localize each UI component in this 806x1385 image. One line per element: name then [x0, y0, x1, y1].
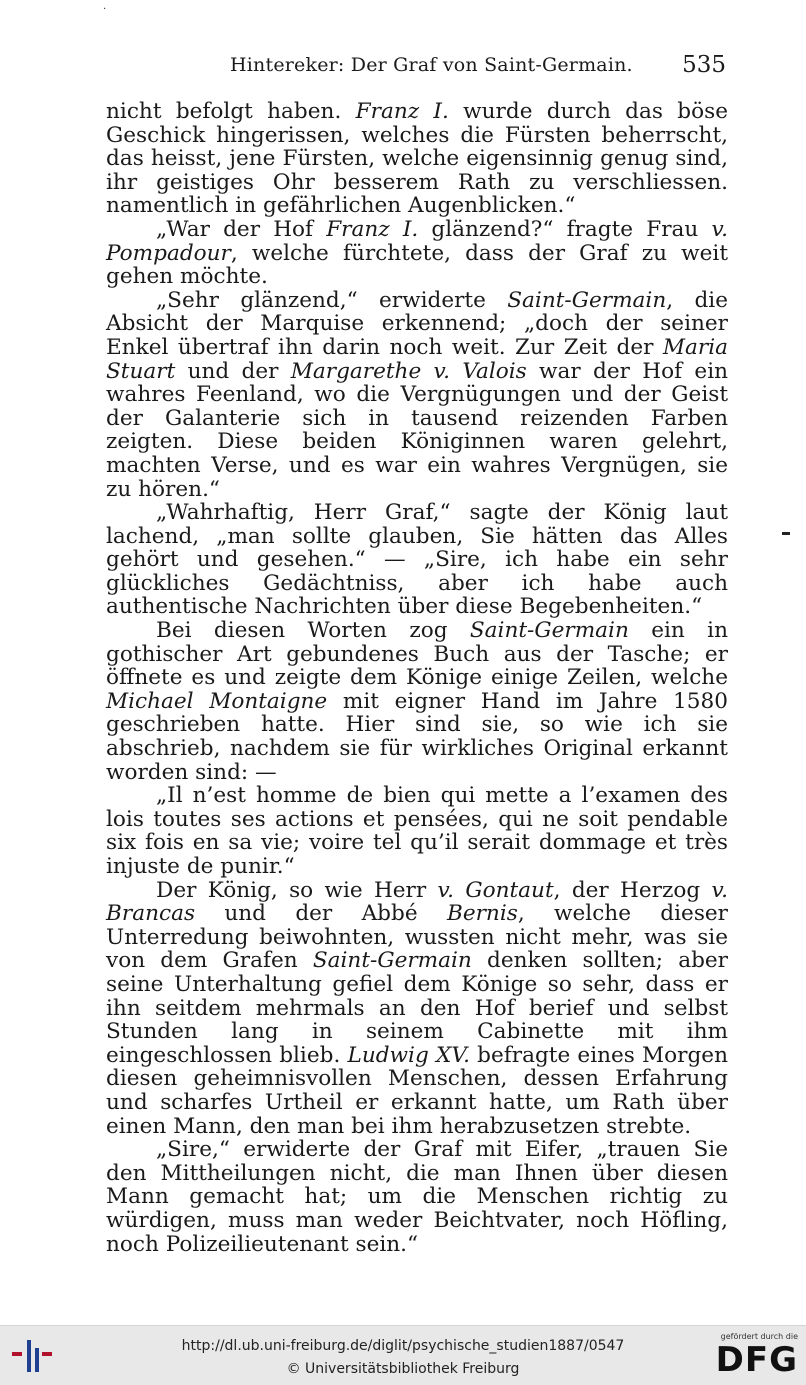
dfg-logo-text: DFG — [715, 1340, 798, 1380]
paragraph — [106, 218, 728, 289]
text-run: „Sire,“ erwiderte der Graf mit Eifer, „trauen Sie den Mittheilungen nicht, die man Ihnen über diesen Mann gemacht hat; um die Menschen richtig zu würdigen, muss man weder Beichtvater, noch Höfling, noch Polizeilieutenant sein.“ — [106, 1137, 728, 1257]
paragraph — [106, 289, 728, 501]
margin-dash — [782, 532, 790, 535]
text-run: wurde durch das böse Geschick hingerissen, welches die Fürsten beherrscht, das heisst, jene Fürsten, welche eigensinnig genug sind, ihr geistiges Ohr besserem Rath zu verschliessen. namentlich in gefährlichen Augenblicken.“ — [106, 99, 728, 219]
text-run: „Sehr glänzend,“ erwiderte — [156, 287, 508, 313]
text-run: „Il n’est homme de bien qui mette a l’examen des lois toutes ses actions et pensées, qui ne soit pendable six fois en sa vie; voire tel qu’il serait dommage et très injuste de punir.“ — [106, 783, 728, 879]
paragraph — [106, 619, 728, 784]
page-header — [106, 50, 728, 84]
text-run: nicht befolgt haben. — [106, 99, 356, 124]
italic-name: Margarethe v. Valois — [290, 358, 527, 384]
text-run: , der Herzog — [553, 877, 712, 903]
italic-name: Saint-Germain — [507, 287, 667, 313]
paragraph — [106, 100, 728, 218]
text-run: , welche dieser Unterredung beiwohnten, wussten nicht mehr, was sie von dem Grafen — [106, 901, 728, 974]
text-run: ein in gothischer Art gebundenes Buch aus der Tasche; er öffnete es und zeigte dem Könige einige Zeilen, welche — [106, 618, 728, 691]
text-run: und der Abbé — [195, 901, 447, 927]
text-run: und der — [175, 358, 291, 384]
italic-name: Ludwig XV. — [347, 1042, 470, 1068]
italic-name: v. Brancas — [106, 877, 729, 927]
italic-name: Franz I. — [326, 216, 419, 242]
page-number: 535 — [682, 52, 726, 78]
text-run: Bei diesen Worten zog — [156, 618, 470, 644]
italic-name: Saint-Germain — [469, 618, 629, 644]
text-run: befragte eines Morgen diesen geheimnisvollen Menschen, dessen Erfahrung und scharfes Urtheil er erkannt hatte, um Rath über einen Mann, den man bei ihm herabzusetzen strebte. — [106, 1042, 728, 1139]
text-run: „War der Hof — [156, 216, 327, 242]
running-title: Hintereker: Der Graf von Saint-Germain. — [230, 54, 633, 76]
paragraph — [106, 879, 728, 1139]
paragraph — [106, 501, 728, 619]
text-run: denken sollten; aber seine Unterhaltung gefiel dem Könige so sehr, dass er ihn seitdem mehrmals an den Hof berief und selbst Stunden lang in seinem Cabinette mit ihm eingeschlossen blieb. — [106, 948, 728, 1068]
dfg-logo — [712, 1332, 798, 1380]
dfg-caption: gefördert durch die — [720, 1332, 798, 1341]
italic-name: Maria Stuart — [106, 334, 728, 384]
copyright-text: © Universitätsbibliothek Freiburg — [286, 1361, 520, 1377]
text-run: glänzend?“ fragte Frau — [418, 216, 712, 242]
text-run: war der Hof ein wahres Feenland, wo die Vergnügungen und der Geist der Galanterie sich in tausend reizenden Farben zeigten. Diese beiden Königinnen waren gelehrt, machten Verse, und es war ein wahres Vergnügen, sie zu hören.“ — [106, 358, 729, 502]
text-run: mit eigner Hand im Jahre 1580 geschrieben hatte. Hier sind sie, so wie ich sie abschrieb, nachdem sie für wirkliches Original erkannt worden sind: — — [106, 688, 728, 785]
text-run: , welche fürchtete, dass der Graf zu weit gehen möchte. — [106, 240, 728, 290]
paragraph — [106, 784, 728, 878]
italic-name: Bernis — [446, 901, 518, 927]
text-run: „Wahrhaftig, Herr Graf,“ sagte der König laut lachend, „man sollte glauben, Sie hätten das Alles gehört und gesehen.“ — „Sire, ich habe ein sehr glückliches Gedächtniss, aber ich habe auch authentische Nachrichten über diese Begebenheiten.“ — [106, 500, 728, 620]
italic-name: Saint-Germain — [312, 948, 472, 974]
italic-name: Franz I. — [355, 99, 449, 124]
body-text — [106, 100, 728, 1256]
paragraph — [106, 1138, 728, 1256]
text-run: Der König, so wie Herr — [156, 877, 438, 903]
footer-bar — [0, 1325, 806, 1385]
margin-mark: · — [103, 4, 107, 15]
italic-name: v. Pompadour — [106, 216, 728, 266]
permalink-url[interactable]: http://dl.ub.uni-freiburg.de/diglit/psychische_studien1887/0547 — [181, 1338, 625, 1354]
italic-name: v. Gontaut — [437, 877, 554, 903]
italic-name: Michael Montaigne — [106, 688, 328, 714]
text-run: , die Absicht der Marquise erkennend; „doch der seiner Enkel übertraf ihn darin noch weit. Zur Zeit der — [106, 287, 728, 360]
